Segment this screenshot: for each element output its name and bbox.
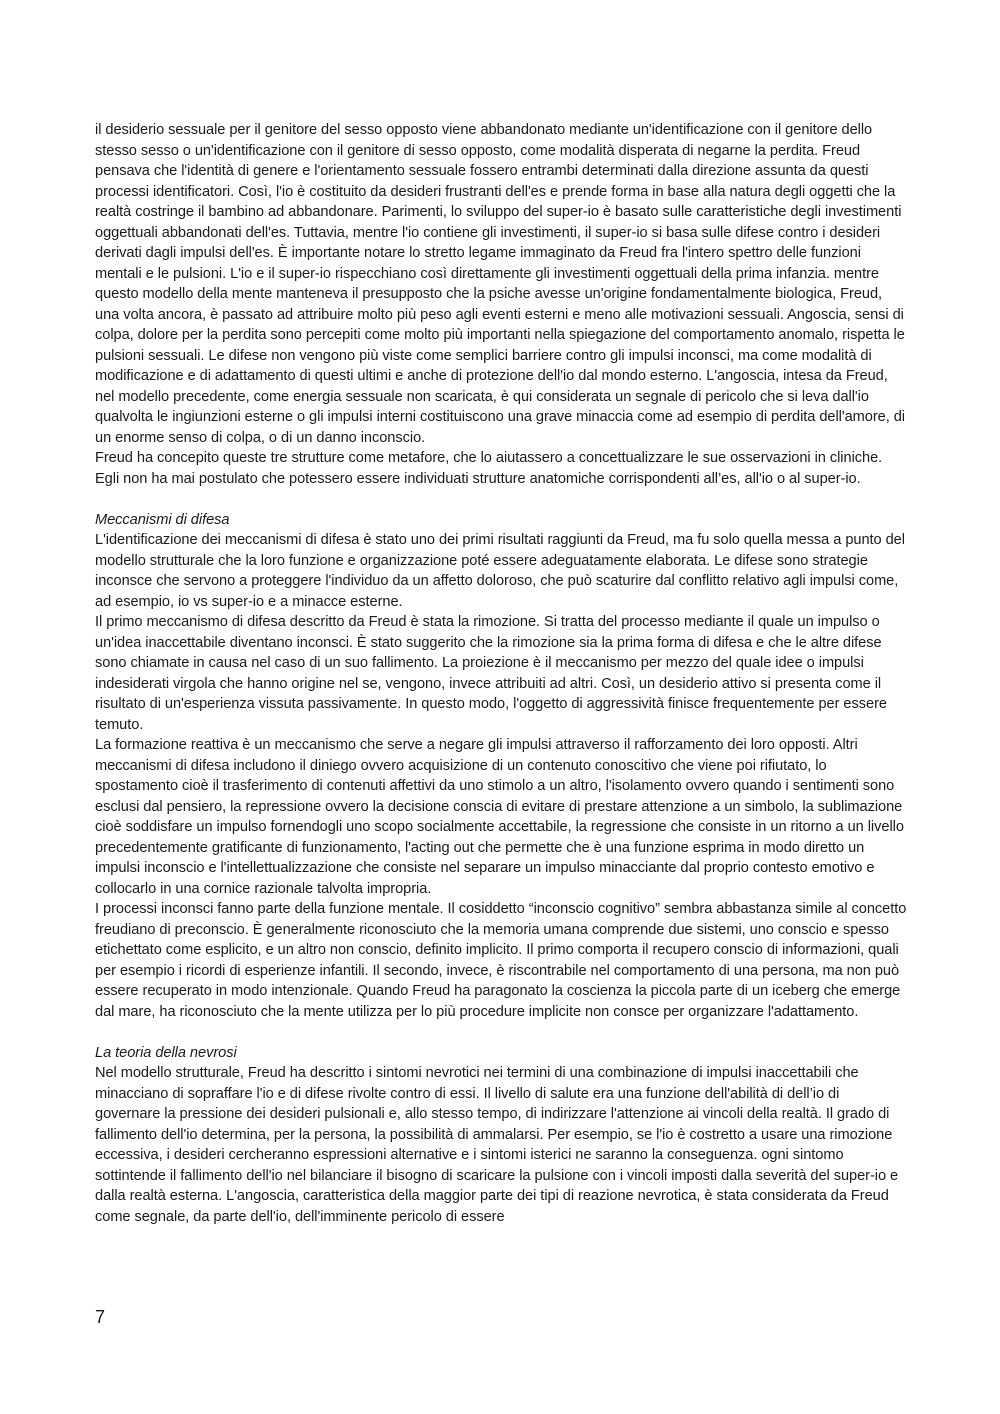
spacer — [95, 489, 907, 510]
page-number: 7 — [95, 1307, 106, 1327]
paragraph: I processi inconsci fanno parte della funzione mentale. Il cosiddetto “inconscio cognitivo” sembra abbastanza simile al concetto freudiano di preconscio. È generalmente riconosciuto che la memoria umana comprende due sistemi, uno conscio e spesso etichettato come esplicito, e un altro non conscio, definito implicito. Il primo comporta il recupero conscio di informazioni, quali per esempio i ricordi di esperienze infantili. Il secondo, invece, è riscontrabile nel comportamento di una persona, ma non può essere recuperato in modo intenzionale. Quando Freud ha paragonato la coscienza la piccola parte di un iceberg che emerge dal mare, ha riconosciuto che la mente utilizza per lo più procedure implicite non consce per organizzare l'adattamento. — [95, 901, 907, 1020]
paragraph: L'identificazione dei meccanismi di difesa è stato uno dei primi risultati raggiunti da Freud, ma fu solo quella messa a punto del modello strutturale che la loro funzione e organizzazione poté essere adeguatamente elaborata. Le difese sono strategie inconsce che servono a proteggere l'individuo da un affetto doloroso, che può scaturire dal conflitto relativo agli impulsi come, ad esempio, io vs super-io e a minacce esterne. — [95, 532, 905, 610]
section-heading-defense: Meccanismi di difesa — [95, 511, 230, 528]
paragraph: La formazione reattiva è un meccanismo che serve a negare gli impulsi attraverso il rafforzamento dei loro opposti. Altri meccanismi di difesa includono il diniego ovvero acquisizione di un contenuto conoscitivo che viene poi rifiutato, lo spostamento cioè il trasferimento di contenuti affettivi da uno stimolo a un altro, l'isolamento ovvero quando i sentimenti sono esclusi dal pensiero, la repressione ovvero la decisione conscia di evitare di prestare attenzione a un simbolo, la sublimazione cioè soddisfare un impulso fornendogli uno scopo socialmente accettabile, la regressione che consiste in un ritorno a un livello precedentemente gratificante di funzionamento, l'acting out che permette che è una funzione esprima in modo diretto un impulsi inconscio e l'intellettualizzazione che consiste nel separare un impulso minacciante dal proprio contesto emotivo e collocarlo in una cornice razionale talvolta impropria. — [95, 737, 904, 897]
paragraph: il desiderio sessuale per il genitore del sesso opposto viene abbandonato mediante un'identificazione con il genitore dello stesso sesso o un'identificazione con il genitore di sesso opposto, come modalità disperata di negarne la perdita. Freud pensava che l'identità di genere e l'orientamento sessuale fossero entrambi determinati dalla direzione assunta da questi processi identificatori. Così, l'io è costituito da desideri frustranti dell'es e prende forma in base alla natura degli oggetti che la realtà costringe il bambino ad abbandonare. Parimenti, lo sviluppo del super-io è basato sulle caratteristiche degli investimenti oggettuali abbandonati dell'es. Tuttavia, mentre l'io contiene gli investimenti, il super-io si basa sulle difese contro i desideri derivati dagli impulsi dell'es. È importante notare lo stretto legame immaginato da Freud fra l'intero spettro delle funzioni mentali e le pulsioni. L'io e il super-io rispecchiano così direttamente gli investimenti oggettuali della prima infanzia. mentre questo modello della mente manteneva il presupposto che la psiche avesse un'origine fondamentalmente biologica, Freud, una volta ancora, è passato ad attribuire molto più peso agli eventi esterni e meno alle motivazioni sessuali. Angoscia, sensi di colpa, dolore per la perdita sono percepiti come molto più importanti nella spiegazione del comportamento anomalo, rispetta le pulsioni sessuali. Le difese non vengono più viste come semplici barriere contro gli impulsi inconsci, ma come modalità di modificazione e di adattamento di questi ultimi e anche di protezione dell'io dal mondo esterno. L'angoscia, intesa da Freud, nel modello precedente, come energia sessuale non scaricata, è qui considerata un segnale di pericolo che si leva dall'io qualvolta le ingiunzioni esterne o gli impulsi interni costituiscono una grave minaccia come ad esempio di perdita dell'amore, di un enorme senso di colpa, o di un danno inconscio. — [95, 122, 905, 446]
section-heading-neurosis: La teoria della nevrosi — [95, 1044, 237, 1061]
paragraph: Nel modello strutturale, Freud ha descritto i sintomi nevrotici nei termini di una combinazione di impulsi inaccettabili che minacciano di sopraffare l'io e di difese rivolte contro di essi. Il livello di salute era una funzione dell'abilità di dell’io di governare la pressione dei desideri pulsionali e, allo stesso tempo, di indirizzare l'attenzione ai vincoli della realtà. Il grado di fallimento dell'io determina, per la persona, la possibilità di ammalarsi. Per esempio, se l'io è costretto a usare una rimozione eccessiva, i desideri cercheranno espressioni alternative e i sintomi isterici ne saranno la conseguenza. ogni sintomo sottintende il fallimento dell'io nel bilanciare il bisogno di scaricare la pulsione con i vincoli imposti dalla severità del super-io e dalla realtà esterna. L'angoscia, caratteristica della maggior parte dei tipi di reazione nevrotica, è stata considerata da Freud come segnale, da parte dell'io, dell'imminente pericolo di essere — [95, 1065, 899, 1225]
spacer — [95, 1022, 907, 1043]
page-body — [95, 120, 907, 1227]
paragraph: Il primo meccanismo di difesa descritto da Freud è stata la rimozione. Si tratta del processo mediante il quale un impulso o un'idea inaccettabile diventano inconsci. È stato suggerito che la rimozione sia la prima forma di difesa e che le altre difese sono chiamate in causa nel caso di un suo fallimento. La proiezione è il meccanismo per mezzo del quale idee o impulsi indesiderati virgola che hanno origine nel se, vengono, invece attribuiti ad altri. Così, un desiderio attivo si presenta come il risultato di un'esperienza vissuta passivamente. In questo modo, l'oggetto di aggressività finisce frequentemente per essere temuto. — [95, 614, 887, 733]
paragraph: Freud ha concepito queste tre strutture come metafore, che lo aiutassero a concettualizzare le sue osservazioni in cliniche. Egli non ha mai postulato che potessero essere individuati strutture anatomiche corrispondenti all’es, all'io o al super-io. — [95, 450, 883, 487]
